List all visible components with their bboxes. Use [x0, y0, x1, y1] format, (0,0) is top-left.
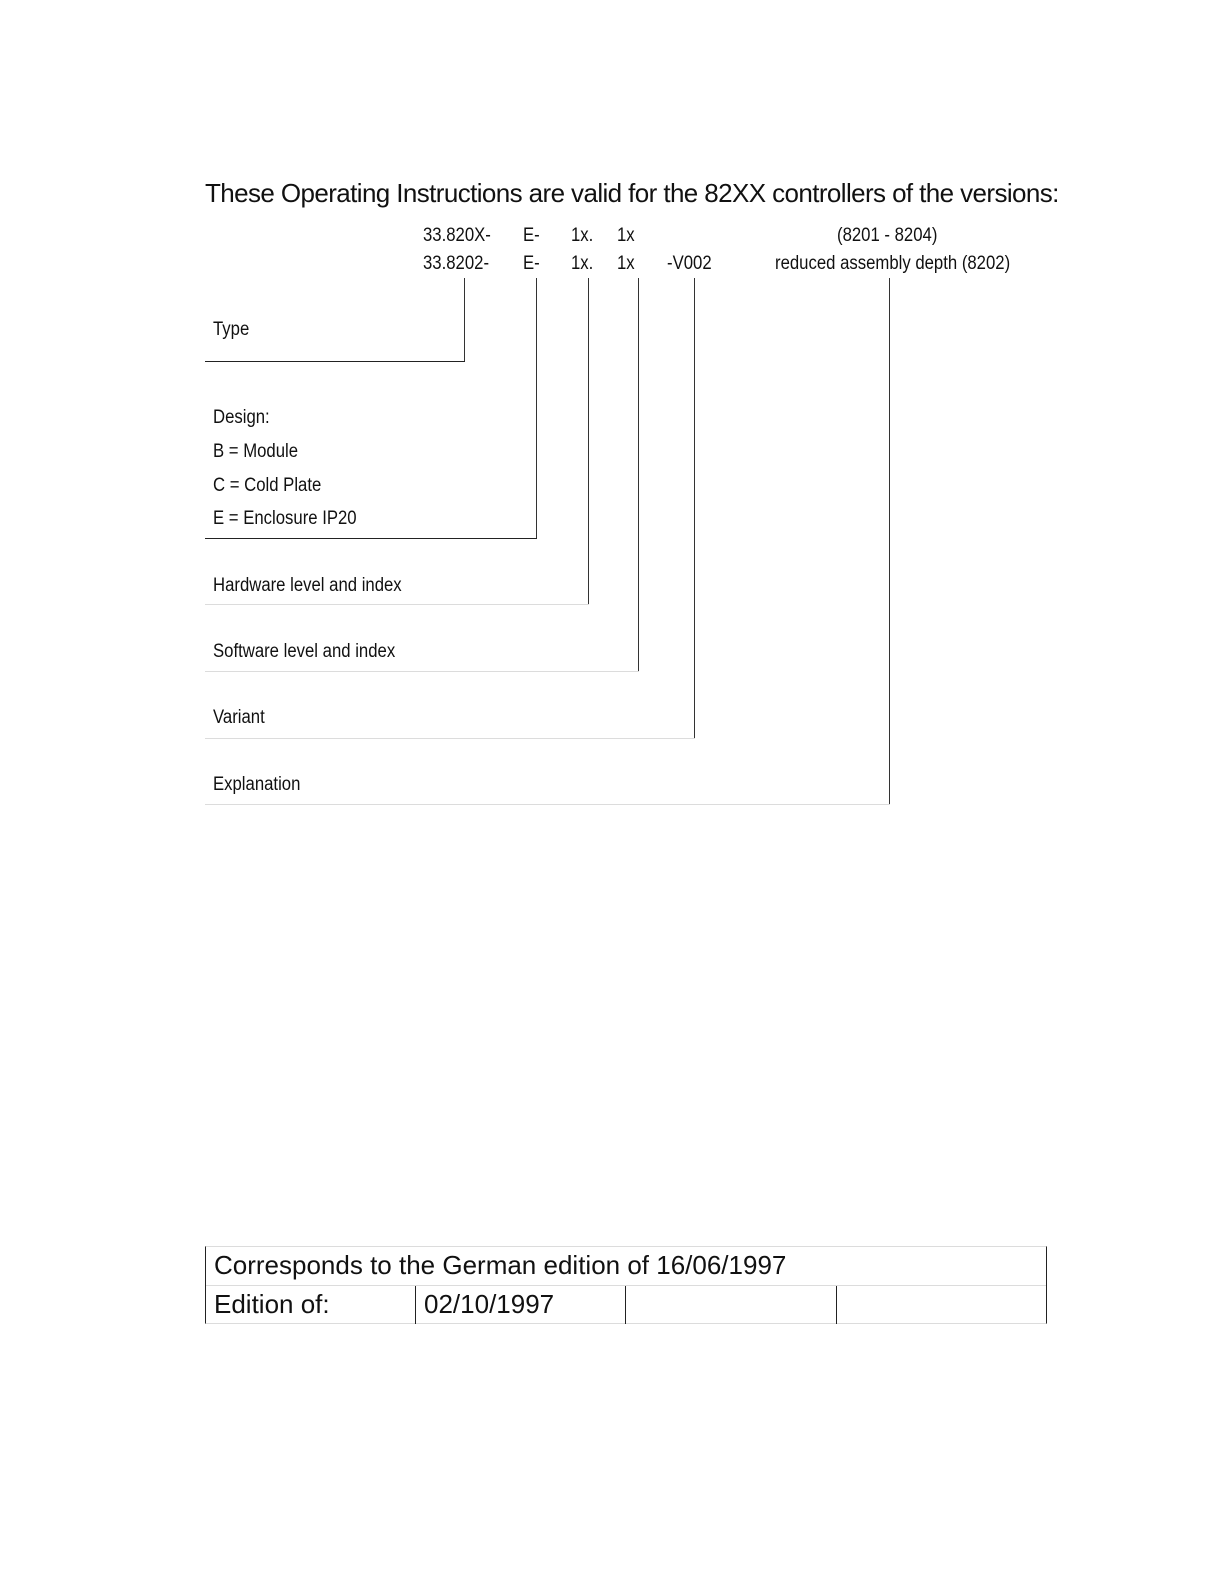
- edition-cell-3: [626, 1286, 837, 1324]
- edition-cell-4: [837, 1286, 1046, 1324]
- variant-underline: [205, 738, 695, 739]
- corresponds-text: Corresponds to the German edition of 16/06/1997: [214, 1250, 787, 1280]
- hardware-connector: [588, 278, 589, 604]
- corresponds-row: [206, 1247, 1046, 1286]
- design-option-b: B = Module: [213, 441, 299, 462]
- type-code: 33.820X-: [423, 225, 491, 246]
- type-label: Type: [213, 319, 250, 340]
- variant-label: Variant: [213, 707, 265, 728]
- edition-date-cell: [416, 1286, 626, 1324]
- design-connector: [536, 278, 537, 538]
- design-code: E-: [523, 253, 540, 274]
- design-option-e: E = Enclosure IP20: [213, 508, 357, 529]
- design-option-c: C = Cold Plate: [213, 475, 322, 496]
- hardware-label: Hardware level and index: [213, 575, 402, 596]
- edition-label: Edition of:: [214, 1289, 330, 1319]
- design-code: E-: [523, 225, 540, 246]
- edition-date: 02/10/1997: [424, 1289, 555, 1319]
- software-label: Software level and index: [213, 641, 396, 662]
- design-label: Design:: [213, 407, 270, 428]
- design-underline: [205, 538, 537, 539]
- type-connector: [464, 278, 465, 361]
- hardware-code: 1x.: [571, 225, 594, 246]
- software-connector: [638, 278, 639, 671]
- page-title: These Operating Instructions are valid for the 82XX controllers of the versions:: [205, 178, 1059, 208]
- software-code: 1x: [617, 253, 635, 274]
- hardware-code: 1x.: [571, 253, 594, 274]
- hardware-underline: [205, 604, 589, 605]
- edition-label-cell: [206, 1286, 416, 1324]
- explanation-underline: [205, 804, 890, 805]
- explanation-text: (8201 - 8204): [837, 225, 938, 246]
- variant-connector: [694, 278, 695, 738]
- type-underline: [205, 361, 465, 362]
- software-underline: [205, 671, 639, 672]
- explanation-text: reduced assembly depth (8202): [775, 253, 1011, 274]
- variant-code: -V002: [667, 253, 712, 274]
- explanation-connector: [889, 278, 890, 804]
- software-code: 1x: [617, 225, 635, 246]
- explanation-label: Explanation: [213, 774, 301, 795]
- edition-table: [205, 1246, 1047, 1324]
- type-code: 33.8202-: [423, 253, 490, 274]
